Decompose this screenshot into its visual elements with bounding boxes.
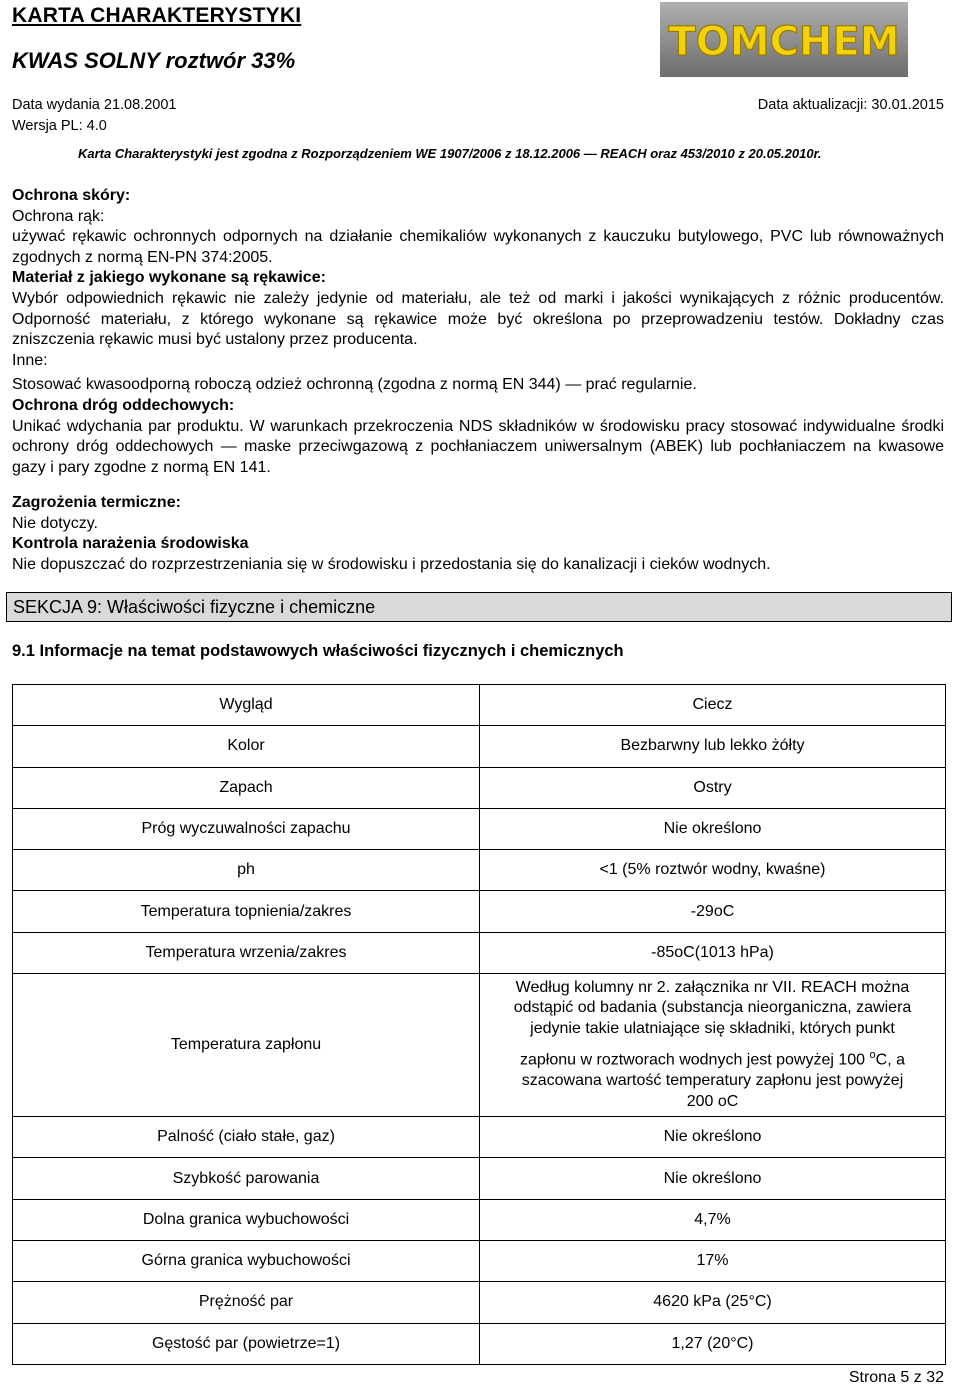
- table-row: [13, 891, 946, 932]
- property-name: Prężność par: [13, 1282, 480, 1323]
- table-row: [13, 685, 946, 726]
- skin-protection-block: [12, 186, 944, 478]
- property-name: ph: [13, 850, 480, 891]
- flash-point-line: szacowana wartość temperatury zapłonu jest powyżej: [521, 1072, 904, 1090]
- property-value: -29oC: [480, 891, 946, 932]
- property-name: Górna granica wybuchowości: [13, 1240, 480, 1281]
- property-value: -85oC(1013 hPa): [480, 932, 946, 973]
- table-row: [13, 1323, 946, 1364]
- table-row: [13, 1117, 946, 1158]
- svg-text:TOMCHEM: TOMCHEM: [668, 19, 900, 65]
- environment-exposure-heading: Kontrola narażenia środowiska: [12, 535, 249, 553]
- table-row: [13, 1240, 946, 1281]
- property-value: Ostry: [480, 767, 946, 808]
- property-name: Próg wyczuwalności zapachu: [13, 808, 480, 849]
- regulation-compliance-note: Karta Charakterystyki jest zgodna z Rozporządzeniem WE 1907/2006 z 18.12.2006 — REACH oraz 453/2010 z 20.05.2010r.: [78, 146, 822, 161]
- table-row: [13, 808, 946, 849]
- property-name: Temperatura zapłonu: [13, 974, 480, 1117]
- property-value: Bezbarwny lub lekko żółty: [480, 726, 946, 767]
- table-row: [13, 1282, 946, 1323]
- flash-point-line: Według kolumny nr 2. załącznika nr VII. REACH można: [515, 978, 910, 996]
- property-name: Temperatura wrzenia/zakres: [13, 932, 480, 973]
- property-name: Wygląd: [13, 685, 480, 726]
- property-name: Gęstość par (powietrze=1): [13, 1323, 480, 1364]
- property-value: 1,27 (20°C): [480, 1323, 946, 1364]
- property-name: Dolna granica wybuchowości: [13, 1199, 480, 1240]
- respiratory-protection-text: Unikać wdychania par produktu. W warunkach przekroczenia NDS składników w środowisku pracy stosować indywidualne środki ochrony dróg oddechowych — maske przeciwgazową z pochłaniaczem uniwersalnym (ABEK) lub pochłaniaczem na kwasowe gazy i pary zgodne z normą EN 141.: [12, 417, 944, 476]
- table-row: [13, 726, 946, 767]
- property-name: Palność (ciało stałe, gaz): [13, 1117, 480, 1158]
- thermal-hazards-heading: Zagrożenia termiczne:: [12, 494, 181, 511]
- table-row: [13, 850, 946, 891]
- property-value: Nie określono: [480, 808, 946, 849]
- table-row: [13, 767, 946, 808]
- document-type-title: KARTA CHARAKTERYSTYKI: [12, 4, 302, 27]
- environment-exposure-text: Nie dopuszczać do rozprzestrzeniania się w środowisku i przedostania się do kanalizacji i cieków wodnych.: [12, 555, 771, 573]
- version: Wersja PL: 4.0: [12, 118, 107, 134]
- glove-material-heading: Materiał z jakiego wykonane są rękawice:: [12, 269, 326, 287]
- property-value: Nie określono: [480, 1117, 946, 1158]
- tomchem-logo: [660, 2, 908, 77]
- other-protection-label: Inne:: [12, 351, 48, 369]
- product-name: KWAS SOLNY roztwór 33%: [12, 48, 296, 73]
- respiratory-protection-heading: Ochrona dróg oddechowych:: [12, 396, 235, 414]
- thermal-hazards-block: [12, 493, 944, 575]
- other-protection-text: Stosować kwasoodporną roboczą odzież ochronną (zgodna z normą EN 344) — prać regularnie.: [12, 376, 697, 394]
- property-name: Temperatura topnienia/zakres: [13, 891, 480, 932]
- property-value: <1 (5% roztwór wodny, kwaśne): [480, 850, 946, 891]
- skin-protection-heading: Ochrona skóry:: [12, 187, 131, 204]
- flash-point-line: 200 oC: [686, 1092, 739, 1110]
- property-value: Nie określono: [480, 1158, 946, 1199]
- property-name: Szybkość parowania: [13, 1158, 480, 1199]
- property-value: 17%: [480, 1240, 946, 1281]
- property-name: Kolor: [13, 726, 480, 767]
- flash-point-value: [480, 974, 946, 1117]
- flash-point-line: odstąpić od badania (substancja nieorganiczna, zawiera: [513, 999, 912, 1017]
- property-name: Zapach: [13, 767, 480, 808]
- table-row: [13, 1158, 946, 1199]
- update-date: Data aktualizacji: 30.01.2015: [757, 97, 944, 113]
- table-row: [13, 932, 946, 973]
- table-row: [13, 1199, 946, 1240]
- property-value: Ciecz: [480, 685, 946, 726]
- physical-properties-table: [12, 684, 946, 1365]
- property-value: 4,7%: [480, 1199, 946, 1240]
- glove-material-text: Wybór odpowiednich rękawic nie zależy jedynie od materiału, ale też od marki i jakości wynikających z różnic producentów. Odporność materiału, z którego wykonane są rękawice może być określona po przeprowadzeniu testów. Dokładny czas zniszczenia rękawic musi być ustalony przez producenta.: [12, 289, 944, 349]
- issue-date: Data wydania 21.08.2001: [12, 97, 177, 113]
- hand-protection-text: używać rękawic ochronnych odpornych na działanie chemikaliów wykonanych z kauczuku butylowego, PVC lub równoważnych zgodnych z normą EN-PN 374:2005.: [12, 228, 944, 266]
- page-number: Strona 5 z 32: [848, 1369, 944, 1386]
- table-row: [13, 974, 946, 1117]
- flash-point-line: jedynie takie ulatniające się składniki, których punkt: [530, 1019, 895, 1037]
- thermal-hazards-text: Nie dotyczy.: [12, 514, 98, 532]
- property-value: 4620 kPa (25°C): [480, 1282, 946, 1323]
- flash-point-line: zapłonu w roztworach wodnych jest powyżej 100 $^o$C, a: [520, 1049, 905, 1069]
- hand-protection-label: Ochrona rąk:: [12, 207, 105, 225]
- section-9-header: SEKCJA 9: Właściwości fizyczne i chemiczne: [6, 592, 952, 622]
- section-9-1-heading: 9.1 Informacje na temat podstawowych właściwości fizycznych i chemicznych: [12, 642, 624, 660]
